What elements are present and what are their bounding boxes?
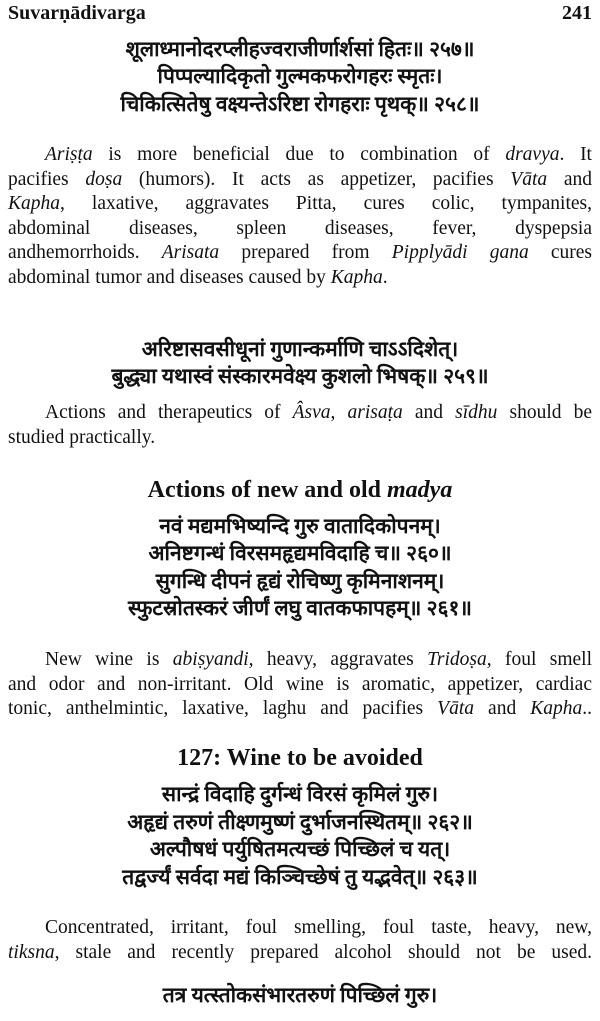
paragraph-line xyxy=(8,266,592,291)
paragraph-line xyxy=(8,241,592,266)
text-run: tonic, anthelmintic, laxative, laghu and pacifies xyxy=(8,698,438,719)
italic-term: Kapha xyxy=(530,698,583,719)
text-run: (humors). It acts as appetizer, pacifies xyxy=(122,168,511,190)
verse-line: अल्पौषधं पर्युषितमत्यच्छं पिच्छिलं च यत्। xyxy=(149,837,451,861)
verse-262-263 xyxy=(0,781,600,891)
verse-259 xyxy=(0,336,600,391)
italic-term: Âsva xyxy=(292,402,331,423)
text-run: studied practically. xyxy=(8,426,156,448)
italic-term: Tridoṣa, xyxy=(427,649,492,670)
paragraph-new-wine xyxy=(8,648,592,722)
text-run: pacifies xyxy=(8,168,86,190)
italic-term: Pipplyādi gana xyxy=(391,242,529,263)
page-number: 241 xyxy=(562,2,592,24)
verse-line: पिप्पल्यादिकृतो गुल्मकफरोगहरः स्मृतः। xyxy=(157,64,443,89)
text-run: .. xyxy=(582,698,592,719)
section-heading-madya xyxy=(0,475,600,505)
running-header xyxy=(0,0,600,26)
paragraph-line xyxy=(8,168,592,193)
section-heading-wine-avoided: 127: Wine to be avoided xyxy=(177,745,423,771)
italic-term: arisaṭa xyxy=(347,402,403,423)
text-run: andhemorrhoids. xyxy=(8,242,162,263)
verse-line: शूलाध्मानोदरप्लीहज्वराजीर्णार्शसां हितः॥ २५७॥ xyxy=(125,37,475,61)
italic-term: Vāta xyxy=(437,698,474,719)
text-run: abdominal diseases, spleen diseases, fever, dyspepsia xyxy=(8,217,592,239)
verse-line: सान्द्रं विदाहि दुर्गन्धं विरसं कृमिलं गुरु। xyxy=(161,782,439,806)
paragraph-line xyxy=(8,697,592,722)
verse-line: अरिष्टासवसीधूनां गुणान्कर्माणि चाऽऽदिशेत्। xyxy=(141,337,459,361)
paragraph-line xyxy=(8,426,592,451)
paragraph-line xyxy=(8,217,592,242)
italic-term: doṣa xyxy=(85,168,123,190)
italic-term: sīdhu xyxy=(455,402,498,423)
text-run: . xyxy=(382,266,388,288)
paragraph-asva xyxy=(8,401,592,450)
verse-257-258 xyxy=(0,36,600,118)
paragraph-line xyxy=(8,192,592,217)
paragraph-line xyxy=(8,143,592,168)
italic-term: tiksna xyxy=(8,941,55,963)
italic-term: abiṣyandi, xyxy=(172,649,254,670)
verse-line: तद्वर्ज्यं सर्वदा मद्यं किञ्चिच्छेषं तु यद्भवेत्॥ २६३॥ xyxy=(122,864,478,889)
text-run: , xyxy=(330,402,348,423)
paragraph-line xyxy=(8,401,592,426)
verse-line: चिकित्सितेषु वक्ष्यन्तेऽरिष्टा रोगहराः पृथक्॥ २५८॥ xyxy=(120,91,480,116)
verse-line: तत्र यत्स्तोकसंभारतरुणं पिच्छिलं गुरु। xyxy=(162,983,438,1007)
paragraph-line xyxy=(8,916,592,941)
paragraph-line xyxy=(8,648,592,673)
verse-line: अनिष्टगन्धं विरसमहृद्यमविदाहि च॥ २६०॥ xyxy=(148,541,452,566)
paragraph-concentrated xyxy=(8,916,592,965)
text-run: cures xyxy=(528,242,592,263)
italic-term: Vāta xyxy=(510,168,548,190)
verse-line: अहृद्यं तरुणं तीक्ष्णमुष्णं दुर्भाजनस्थितम्॥ २६२॥ xyxy=(127,809,473,834)
text-run: should be xyxy=(497,402,592,423)
running-title: Suvarṇādivarga xyxy=(8,2,146,24)
verse-line: नवं मद्यमभिष्यन्दि गुरु वातादिकोपनम्। xyxy=(159,514,441,538)
text-run: and xyxy=(547,168,593,190)
verse-line: बुद्ध्या यथास्वं संस्कारमवेक्ष्य कुशलो भिषक्॥ २५९॥ xyxy=(111,364,489,389)
italic-term: Kapha xyxy=(8,193,61,214)
text-run: Concentrated, irritant, foul smelling, foul taste, heavy, new, xyxy=(45,917,592,938)
verse-260-261 xyxy=(0,513,600,622)
text-run: . It xyxy=(559,144,592,165)
text-run: , laxative, aggravates Pitta, cures colic, tympanites, xyxy=(60,193,592,214)
text-run: is more beneficial due to combination of xyxy=(92,144,506,165)
paragraph-line xyxy=(8,673,592,698)
italic-term: Ariṣṭa xyxy=(45,144,93,165)
text-run: New wine is xyxy=(45,649,173,670)
verse-264-partial xyxy=(0,982,600,1009)
italic-term: dravya xyxy=(505,144,560,165)
verse-line: सुगन्धि दीपनं हृद्यं रोचिष्णु कृमिनाशनम्। xyxy=(155,568,445,593)
heading-text: Actions of new and old xyxy=(147,477,388,503)
text-run: , stale and recently prepared alcohol should not be used. xyxy=(54,941,592,963)
paragraph-arista xyxy=(8,143,592,290)
text-run: abdominal tumor and diseases caused by xyxy=(8,266,331,288)
text-run: and odor and non-irritant. Old wine is aromatic, appetizer, cardiac xyxy=(8,673,592,695)
heading-italic: madya xyxy=(387,477,453,503)
text-run: prepared from xyxy=(219,242,392,263)
text-run: foul smell xyxy=(491,649,592,670)
paragraph-line xyxy=(8,941,592,966)
verse-line: स्फुटस्रोतस्करं जीर्णं लघु वातकफापहम्॥ २६१॥ xyxy=(128,595,472,620)
italic-term: Arisata xyxy=(161,242,220,263)
text-run: and xyxy=(474,698,531,719)
text-run: Actions and therapeutics of xyxy=(45,402,293,423)
text-run: and xyxy=(402,402,456,423)
italic-term: Kapha xyxy=(330,266,383,288)
text-run: heavy, aggravates xyxy=(253,649,428,670)
